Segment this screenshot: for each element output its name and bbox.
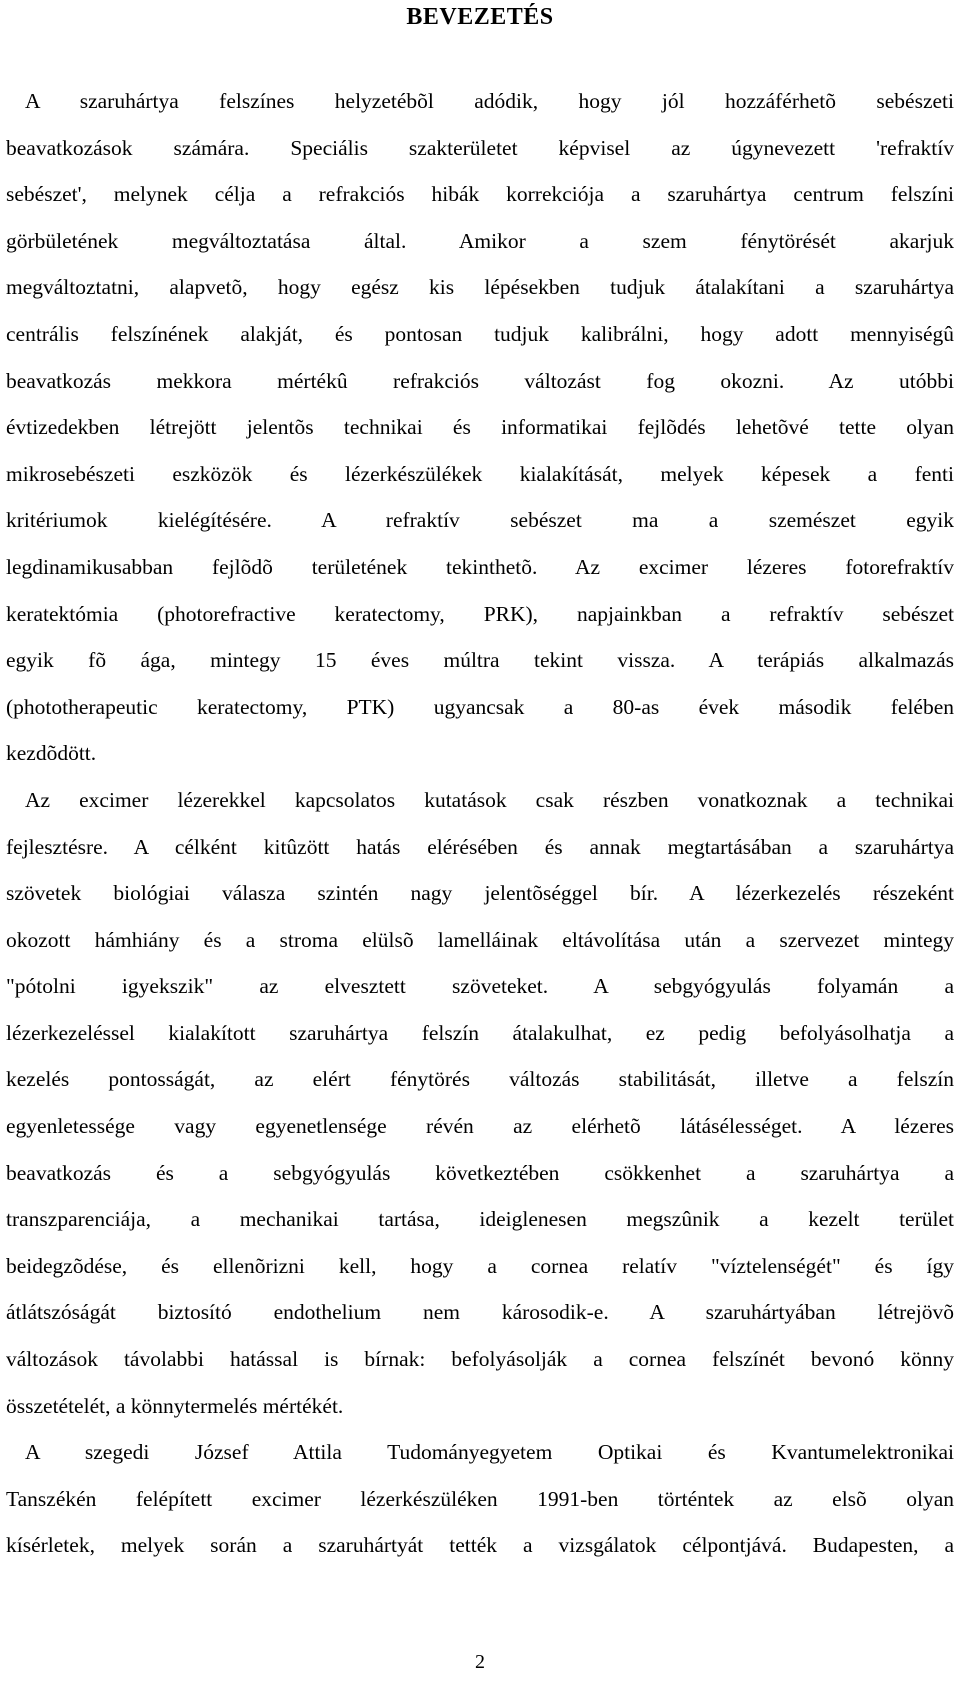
text-line: (phototherapeutic keratectomy, PTK) ugyancsak a 80-as évek második felében — [6, 694, 954, 719]
text-line: lézerkezeléssel kialakított szaruhártya felszín átalakulhat, ez pedig befolyásolhatja a — [6, 1020, 954, 1045]
page-number: 2 — [475, 1651, 485, 1673]
text-line: okozott hámhiány és a stroma elülsõ lamelláinak eltávolítása után a szervezet mintegy — [6, 927, 954, 952]
text-line: szövetek biológiai válasza szintén nagy jelentõséggel bír. A lézerkezelés részeként — [6, 881, 954, 906]
text-line: legdinamikusabban fejlõdõ területének tekinthetõ. Az excimer lézeres fotorefraktív — [6, 554, 954, 579]
text-line: beavatkozás mekkora mértékû refrakciós változást fog okozni. Az utóbbi — [6, 368, 954, 393]
body-text — [6, 90, 954, 1581]
text-line: egyenletessége vagy egyenetlensége révén az elérhetõ látásélességet. A lézeres — [6, 1114, 954, 1139]
text-line: kezdõdött. — [6, 741, 97, 766]
page-title: BEVEZETÉS — [406, 4, 554, 30]
text-line: centrális felszínének alakját, és pontosan tudjuk kalibrálni, hogy adott mennyiségû — [6, 321, 954, 346]
text-line: "pótolni igyekszik" az elvesztett szöveteket. A sebgyógyulás folyamán a — [6, 974, 954, 999]
text-line: évtizedekben létrejött jelentõs technikai és informatikai fejlõdés lehetõvé tette olyan — [6, 415, 954, 440]
text-line: A szaruhártya felszínes helyzetébõl adódik, hogy jól hozzáférhetõ sebészeti — [25, 89, 954, 113]
text-line: Az excimer lézerekkel kapcsolatos kutatások csak részben vonatkoznak a technikai — [25, 787, 954, 812]
text-line: megváltoztatni, alapvetõ, hogy egész kis lépésekben tudjuk átalakítani a szaruhártya — [6, 275, 954, 300]
text-line: görbületének megváltoztatása által. Amikor a szem fénytörését akarjuk — [6, 228, 954, 253]
text-line: transzparenciája, a mechanikai tartása, ideiglenesen megszûnik a kezelt terület — [6, 1207, 954, 1232]
text-line: beavatkozás és a sebgyógyulás következtében csökkenhet a szaruhártya a — [6, 1160, 954, 1185]
text-line: kritériumok kielégítésére. A refraktív sebészet ma a szemészet egyik — [6, 508, 954, 533]
text-line: Tanszékén felépített excimer lézerkészüléken 1991-ben történtek az elsõ olyan — [6, 1486, 954, 1511]
text-line: beidegzõdése, és ellenõrizni kell, hogy a cornea relatív "víztelenségét" és így — [6, 1253, 954, 1278]
text-line: sebészet', melynek célja a refrakciós hibák korrekciója a szaruhártya centrum felszíni — [6, 182, 954, 207]
text-line: kezelés pontosságát, az elért fénytörés változás stabilitását, illetve a felszín — [6, 1067, 954, 1092]
text-line: egyik fõ ága, mintegy 15 éves múltra tekint vissza. A terápiás alkalmazás — [6, 648, 954, 673]
text-line: kísérletek, melyek során a szaruhártyát tették a vizsgálatok célpontjává. Budapesten, a — [6, 1533, 954, 1558]
text-line: mikrosebészeti eszközök és lézerkészülékek kialakítását, melyek képesek a fenti — [6, 461, 954, 486]
text-line: összetételét, a könnytermelés mértékét. — [6, 1393, 344, 1418]
text-line: keratektómia (photorefractive keratectomy, PRK), napjainkban a refraktív sebészet — [6, 601, 954, 626]
text-line: átlátszóságát biztosító endothelium nem károsodik-e. A szaruhártyában létrejövõ — [6, 1300, 954, 1325]
text-line: fejlesztésre. A célként kitûzött hatás elérésében és annak megtartásában a szaruhártya — [6, 834, 954, 859]
text-line: A szegedi József Attila Tudományegyetem Optikai és Kvantumelektronikai — [25, 1440, 954, 1465]
text-line: változások távolabbi hatással is bírnak: befolyásolják a cornea felszínét bevonó könny — [6, 1347, 954, 1372]
text-line: beavatkozások számára. Speciális szakterületet képvisel az úgynevezett 'refraktív — [6, 135, 954, 160]
